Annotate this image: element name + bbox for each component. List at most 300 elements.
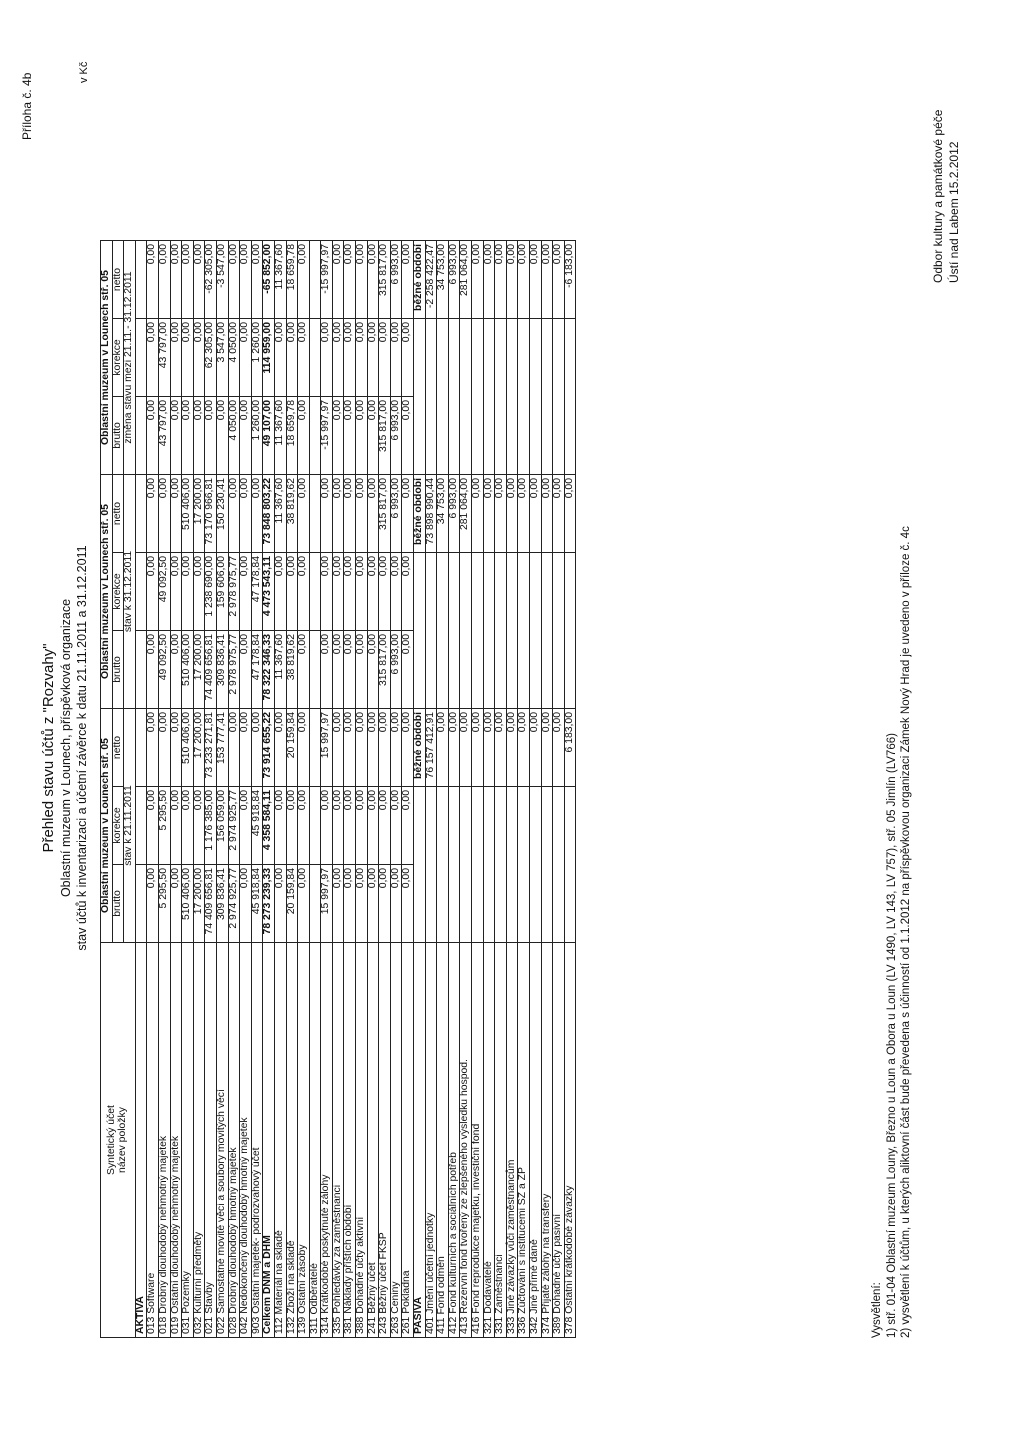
amount-cell: 15 997,97 bbox=[321, 865, 333, 943]
empty-cell bbox=[448, 787, 460, 943]
amount-cell: 0,00 bbox=[390, 865, 402, 943]
amount-cell: 0,00 bbox=[506, 475, 518, 553]
amount-cell: 0,00 bbox=[298, 631, 310, 709]
amount-cell bbox=[309, 397, 321, 475]
amount-cell: 74 409 656,81 bbox=[205, 865, 217, 943]
amount-cell: 3 547,00 bbox=[216, 319, 228, 397]
empty-cell bbox=[135, 475, 147, 553]
account-header-sublabel: název položky bbox=[116, 1107, 128, 1173]
amount-cell: 0,00 bbox=[553, 709, 565, 787]
amount-cell: 45 918,84 bbox=[251, 865, 263, 943]
amount-cell: 150 230,41 bbox=[216, 475, 228, 553]
amount-cell: 510 406,00 bbox=[182, 631, 194, 709]
section-label: AKTIVA bbox=[135, 943, 147, 1338]
amount-cell: 0,00 bbox=[240, 709, 252, 787]
amount-cell: 0,00 bbox=[298, 241, 310, 319]
brutto-header: brutto bbox=[112, 631, 124, 709]
table-row bbox=[274, 241, 286, 1338]
amount-cell: 0,00 bbox=[182, 787, 194, 865]
amount-cell bbox=[309, 475, 321, 553]
amount-cell: 0,00 bbox=[298, 475, 310, 553]
amount-cell: 2 978 975,77 bbox=[228, 553, 240, 631]
account-name: 389 Dohadné účty pasivní bbox=[553, 943, 565, 1338]
amount-cell: 0,00 bbox=[541, 475, 553, 553]
account-name: 022 Samostatné movité věci a soubory movitých věcí bbox=[216, 943, 228, 1338]
empty-cell bbox=[460, 553, 472, 709]
empty-cell bbox=[425, 553, 437, 709]
amount-cell: 38 819,62 bbox=[286, 631, 298, 709]
account-name: 413 Rezervní fond tvořený ze zlepšeného výsledku hospod. bbox=[460, 943, 472, 1338]
amount-cell: 281 064,00 bbox=[460, 241, 472, 319]
amount-cell: 0,00 bbox=[182, 319, 194, 397]
empty-cell bbox=[425, 787, 437, 943]
korekce-header: korekce bbox=[112, 787, 124, 865]
empty-cell bbox=[495, 553, 507, 709]
empty-cell bbox=[135, 241, 147, 319]
amount-cell: 0,00 bbox=[170, 319, 182, 397]
amount-cell: 5 295,50 bbox=[158, 865, 170, 943]
amount-cell: -15 997,97 bbox=[321, 241, 333, 319]
amount-cell: 0,00 bbox=[506, 241, 518, 319]
amount-cell: 0,00 bbox=[147, 241, 159, 319]
table-row bbox=[228, 241, 240, 1338]
amount-cell: 47 178,84 bbox=[251, 553, 263, 631]
amount-cell: 0,00 bbox=[367, 631, 379, 709]
empty-cell bbox=[135, 553, 147, 631]
balance-table bbox=[100, 240, 576, 1338]
amount-cell: 0,00 bbox=[321, 553, 333, 631]
group-header: Oblastní muzeum v Lounech stř. 05 bbox=[101, 709, 113, 943]
amount-cell bbox=[309, 241, 321, 319]
amount-cell: 0,00 bbox=[356, 241, 368, 319]
amount-cell: 0,00 bbox=[274, 787, 286, 865]
account-name: 378 Ostatní krátkodobé závazky bbox=[564, 943, 576, 1338]
amount-cell: 0,00 bbox=[344, 631, 356, 709]
empty-cell bbox=[553, 319, 565, 475]
table-row bbox=[425, 241, 437, 1338]
table-row bbox=[356, 241, 368, 1338]
amount-cell: 5 295,50 bbox=[158, 787, 170, 865]
empty-cell bbox=[437, 553, 449, 709]
amount-cell: 0,00 bbox=[298, 319, 310, 397]
table-row bbox=[205, 241, 217, 1338]
amount-cell: 0,00 bbox=[274, 319, 286, 397]
amount-cell: 0,00 bbox=[240, 865, 252, 943]
state-header: stav k 31.12.2011 bbox=[124, 475, 136, 709]
amount-cell: 315 817,00 bbox=[379, 631, 391, 709]
amount-cell: 0,00 bbox=[240, 475, 252, 553]
currency-label: v Kč bbox=[78, 61, 90, 83]
appendix-label: Příloha č. 4b bbox=[20, 72, 34, 140]
amount-cell: 0,00 bbox=[147, 709, 159, 787]
amount-cell: 0,00 bbox=[390, 787, 402, 865]
amount-cell: 0,00 bbox=[147, 631, 159, 709]
amount-cell: 1 260,00 bbox=[251, 397, 263, 475]
account-name: 112 Materiál na skladě bbox=[274, 943, 286, 1338]
empty-cell bbox=[135, 787, 147, 865]
table-row bbox=[518, 241, 530, 1338]
amount-cell: 510 406,00 bbox=[182, 475, 194, 553]
notes-block bbox=[870, 526, 914, 1338]
empty-cell bbox=[135, 631, 147, 709]
account-name: 314 Krátkodobé poskytnuté zálohy bbox=[321, 943, 333, 1338]
amount-cell: 0,00 bbox=[367, 709, 379, 787]
amount-cell: 0,00 bbox=[240, 319, 252, 397]
amount-cell: 0,00 bbox=[483, 709, 495, 787]
amount-cell: 0,00 bbox=[170, 709, 182, 787]
current-period-label: běžné období bbox=[414, 709, 426, 787]
empty-cell bbox=[529, 553, 541, 709]
amount-cell: 0,00 bbox=[448, 709, 460, 787]
amount-cell: 0,00 bbox=[158, 709, 170, 787]
amount-cell: 18 659,78 bbox=[286, 241, 298, 319]
amount-cell: 0,00 bbox=[356, 553, 368, 631]
amount-cell: 0,00 bbox=[495, 241, 507, 319]
table-row bbox=[460, 241, 472, 1338]
account-name: 018 Drobný dlouhodobý nehmotný majetek bbox=[158, 943, 170, 1338]
empty-cell bbox=[472, 787, 484, 943]
amount-cell: 0,00 bbox=[483, 475, 495, 553]
amount-cell: 0,00 bbox=[460, 709, 472, 787]
document-subtitle: Oblastní muzeum v Lounech, příspěvková organizace bbox=[59, 598, 73, 898]
empty-cell bbox=[564, 553, 576, 709]
amount-cell: 2 978 975,77 bbox=[228, 631, 240, 709]
empty-cell bbox=[425, 319, 437, 475]
empty-cell bbox=[553, 553, 565, 709]
amount-cell: 0,00 bbox=[193, 787, 205, 865]
balance-table-body bbox=[135, 241, 576, 1338]
amount-cell: 0,00 bbox=[518, 709, 530, 787]
amount-cell: 0,00 bbox=[367, 787, 379, 865]
table-row bbox=[298, 241, 310, 1338]
amount-cell: 78 273 239,33 bbox=[263, 865, 275, 943]
amount-cell: 0,00 bbox=[356, 397, 368, 475]
account-name: 401 Jmění účetní jednotky bbox=[425, 943, 437, 1338]
amount-cell: 0,00 bbox=[286, 319, 298, 397]
amount-cell: 2 974 925,77 bbox=[228, 787, 240, 865]
brutto-header: brutto bbox=[112, 865, 124, 943]
empty-cell bbox=[483, 787, 495, 943]
amount-cell: 20 159,84 bbox=[286, 865, 298, 943]
amount-cell: 0,00 bbox=[367, 865, 379, 943]
amount-cell: 0,00 bbox=[367, 397, 379, 475]
amount-cell: 11 367,60 bbox=[274, 397, 286, 475]
amount-cell: 17 200,00 bbox=[193, 475, 205, 553]
amount-cell: 34 753,00 bbox=[437, 241, 449, 319]
table-row bbox=[402, 241, 414, 1338]
section-pasiva-row bbox=[414, 241, 426, 1338]
empty-cell bbox=[564, 319, 576, 475]
account-name: 241 Běžný účet bbox=[367, 943, 379, 1338]
account-name: 412 Fond kulturních a sociálních potřeb bbox=[448, 943, 460, 1338]
amount-cell: 0,00 bbox=[529, 241, 541, 319]
amount-cell: 0,00 bbox=[344, 475, 356, 553]
account-name: 263 Ceniny bbox=[390, 943, 402, 1338]
table-row bbox=[170, 241, 182, 1338]
amount-cell: 0,00 bbox=[379, 865, 391, 943]
amount-cell: 0,00 bbox=[390, 553, 402, 631]
amount-cell: 159 606,00 bbox=[216, 553, 228, 631]
amount-cell: 49 092,50 bbox=[158, 553, 170, 631]
empty-cell bbox=[135, 319, 147, 397]
empty-cell bbox=[529, 319, 541, 475]
amount-cell: 73 170 966,81 bbox=[205, 475, 217, 553]
amount-cell: 0,00 bbox=[367, 475, 379, 553]
amount-cell: 17 200,00 bbox=[193, 631, 205, 709]
empty-cell bbox=[495, 787, 507, 943]
amount-cell: 43 797,00 bbox=[158, 397, 170, 475]
issuer-department: Odbor kultury a památkové péče bbox=[931, 109, 945, 283]
amount-cell: 18 659,78 bbox=[286, 397, 298, 475]
amount-cell: 0,00 bbox=[251, 709, 263, 787]
amount-cell: 0,00 bbox=[147, 397, 159, 475]
amount-cell: 0,00 bbox=[402, 475, 414, 553]
empty-cell bbox=[437, 319, 449, 475]
table-row bbox=[321, 241, 333, 1338]
state-header: změna stavu mezi 21.11.- 31.12.2011 bbox=[124, 241, 136, 475]
amount-cell: 0,00 bbox=[332, 631, 344, 709]
amount-cell: 4 050,00 bbox=[228, 319, 240, 397]
table-row bbox=[263, 241, 275, 1338]
amount-cell: 0,00 bbox=[529, 475, 541, 553]
amount-cell: 73 233 271,81 bbox=[205, 709, 217, 787]
amount-cell: 0,00 bbox=[356, 865, 368, 943]
amount-cell: 0,00 bbox=[518, 241, 530, 319]
amount-cell: 0,00 bbox=[344, 865, 356, 943]
table-row bbox=[251, 241, 263, 1338]
account-header-label: Syntetický účet bbox=[106, 1105, 118, 1175]
amount-cell: 0,00 bbox=[193, 319, 205, 397]
amount-cell: 0,00 bbox=[240, 553, 252, 631]
amount-cell: -62 305,00 bbox=[205, 241, 217, 319]
empty-cell bbox=[135, 397, 147, 475]
group-header: Oblastní muzeum v Lounech stř. 05 bbox=[101, 475, 113, 709]
account-name: 013 Software bbox=[147, 943, 159, 1338]
amount-cell: 281 064,00 bbox=[460, 475, 472, 553]
amount-cell: 0,00 bbox=[402, 787, 414, 865]
amount-cell: 0,00 bbox=[379, 787, 391, 865]
amount-cell: -65 852,00 bbox=[263, 241, 275, 319]
amount-cell: 0,00 bbox=[541, 241, 553, 319]
empty-cell bbox=[541, 319, 553, 475]
amount-cell: 4 473 543,11 bbox=[263, 553, 275, 631]
amount-cell: 315 817,00 bbox=[379, 475, 391, 553]
amount-cell: 6 993,00 bbox=[390, 241, 402, 319]
amount-cell: 0,00 bbox=[170, 475, 182, 553]
amount-cell: 0,00 bbox=[228, 475, 240, 553]
amount-cell: 0,00 bbox=[321, 631, 333, 709]
amount-cell: 0,00 bbox=[321, 475, 333, 553]
table-row bbox=[216, 241, 228, 1338]
account-name: 261 Pokladna bbox=[402, 943, 414, 1338]
empty-cell bbox=[448, 553, 460, 709]
account-name: 342 Jiné přímé daně bbox=[529, 943, 541, 1338]
account-name: 243 Běžný účet FKSP bbox=[379, 943, 391, 1338]
amount-cell: 0,00 bbox=[402, 631, 414, 709]
amount-cell bbox=[309, 319, 321, 397]
table-row bbox=[495, 241, 507, 1338]
empty-cell bbox=[541, 787, 553, 943]
amount-cell: 43 797,00 bbox=[158, 319, 170, 397]
empty-cell bbox=[518, 787, 530, 943]
amount-cell: 0,00 bbox=[298, 865, 310, 943]
amount-cell: 0,00 bbox=[367, 553, 379, 631]
amount-cell: 0,00 bbox=[402, 709, 414, 787]
amount-cell: 315 817,00 bbox=[379, 241, 391, 319]
amount-cell: 2 974 925,77 bbox=[228, 865, 240, 943]
amount-cell: 0,00 bbox=[193, 241, 205, 319]
document-subtitle-date: stav účtů k inventarizaci a účetní závěrce k datu 21.11.2011 a 31.12.2011 bbox=[75, 545, 89, 951]
notes-heading: Vysvětlení: bbox=[871, 1282, 883, 1338]
account-name: 331 Zaměstnanci bbox=[495, 943, 507, 1338]
amount-cell: 47 178,84 bbox=[251, 631, 263, 709]
amount-cell: 0,00 bbox=[274, 865, 286, 943]
amount-cell: 0,00 bbox=[251, 241, 263, 319]
brutto-header: brutto bbox=[112, 397, 124, 475]
amount-cell: 17 200,00 bbox=[193, 709, 205, 787]
table-row bbox=[390, 241, 402, 1338]
amount-cell: 0,00 bbox=[344, 787, 356, 865]
table-row bbox=[240, 241, 252, 1338]
account-column-header bbox=[101, 943, 136, 1338]
amount-cell: 15 997,97 bbox=[321, 709, 333, 787]
table-row bbox=[472, 241, 484, 1338]
empty-cell bbox=[506, 787, 518, 943]
korekce-header: korekce bbox=[112, 553, 124, 631]
amount-cell: 0,00 bbox=[356, 319, 368, 397]
table-row bbox=[193, 241, 205, 1338]
amount-cell: 0,00 bbox=[356, 787, 368, 865]
empty-cell bbox=[414, 553, 426, 709]
table-row bbox=[286, 241, 298, 1338]
amount-cell: 0,00 bbox=[379, 709, 391, 787]
amount-cell: 4 358 584,11 bbox=[263, 787, 275, 865]
table-row bbox=[379, 241, 391, 1338]
amount-cell bbox=[309, 787, 321, 865]
table-row bbox=[553, 241, 565, 1338]
amount-cell: 0,00 bbox=[402, 319, 414, 397]
table-row bbox=[529, 241, 541, 1338]
amount-cell: 0,00 bbox=[286, 553, 298, 631]
amount-cell: 0,00 bbox=[367, 241, 379, 319]
account-name: 336 Zúčtování s institucemi SZ a ZP bbox=[518, 943, 530, 1338]
amount-cell: 0,00 bbox=[251, 475, 263, 553]
amount-cell: 156 059,00 bbox=[216, 787, 228, 865]
amount-cell: 510 406,00 bbox=[182, 709, 194, 787]
amount-cell: 0,00 bbox=[356, 709, 368, 787]
amount-cell: 1 238 690,00 bbox=[205, 553, 217, 631]
amount-cell: 76 157 412,91 bbox=[425, 709, 437, 787]
empty-cell bbox=[483, 319, 495, 475]
empty-cell bbox=[472, 319, 484, 475]
amount-cell: 0,00 bbox=[402, 865, 414, 943]
amount-cell bbox=[309, 553, 321, 631]
account-name: 132 Zboží na skladě bbox=[286, 943, 298, 1338]
amount-cell: 73 848 803,22 bbox=[263, 475, 275, 553]
amount-cell: 0,00 bbox=[170, 553, 182, 631]
amount-cell: 6 993,00 bbox=[448, 241, 460, 319]
amount-cell: 0,00 bbox=[240, 241, 252, 319]
group-header: Oblastní muzeum v Lounech stř. 05 bbox=[101, 241, 113, 475]
amount-cell: 6 993,00 bbox=[448, 475, 460, 553]
amount-cell: 0,00 bbox=[472, 709, 484, 787]
amount-cell: 0,00 bbox=[379, 553, 391, 631]
document-title: Přehled stavu účtů z "Rozvahy" bbox=[40, 643, 57, 853]
amount-cell: 0,00 bbox=[344, 241, 356, 319]
account-name: 032 Kulturní předměty bbox=[193, 943, 205, 1338]
amount-cell: 4 050,00 bbox=[228, 397, 240, 475]
amount-cell: 0,00 bbox=[274, 709, 286, 787]
empty-cell bbox=[472, 553, 484, 709]
amount-cell: -15 997,97 bbox=[321, 397, 333, 475]
amount-cell: 0,00 bbox=[332, 475, 344, 553]
amount-cell: 0,00 bbox=[379, 319, 391, 397]
empty-cell bbox=[518, 319, 530, 475]
amount-cell: 153 777,41 bbox=[216, 709, 228, 787]
amount-cell: 0,00 bbox=[286, 787, 298, 865]
netto-header: netto bbox=[112, 241, 124, 319]
amount-cell: 0,00 bbox=[158, 475, 170, 553]
amount-cell: -6 183,00 bbox=[564, 241, 576, 319]
table-row bbox=[367, 241, 379, 1338]
amount-cell: 0,00 bbox=[274, 553, 286, 631]
amount-cell: 0,00 bbox=[437, 709, 449, 787]
amount-cell bbox=[309, 631, 321, 709]
empty-cell bbox=[135, 865, 147, 943]
amount-cell: 0,00 bbox=[402, 553, 414, 631]
empty-cell bbox=[414, 319, 426, 475]
amount-cell: 0,00 bbox=[182, 241, 194, 319]
amount-cell: 0,00 bbox=[216, 397, 228, 475]
amount-cell: 0,00 bbox=[356, 631, 368, 709]
table-row bbox=[147, 241, 159, 1338]
account-name: 416 Fond reprodukce majetku, investiční fond bbox=[472, 943, 484, 1338]
amount-cell: 20 159,84 bbox=[286, 709, 298, 787]
account-name: Celkem DNM a DHM bbox=[263, 943, 275, 1338]
empty-cell bbox=[437, 787, 449, 943]
amount-cell: 0,00 bbox=[402, 241, 414, 319]
amount-cell bbox=[309, 865, 321, 943]
amount-cell: 0,00 bbox=[553, 475, 565, 553]
empty-cell bbox=[448, 319, 460, 475]
state-header: stav k 21.11.2011 bbox=[124, 709, 136, 943]
amount-cell: 0,00 bbox=[402, 397, 414, 475]
amount-cell: 11 367,60 bbox=[274, 631, 286, 709]
empty-cell bbox=[135, 709, 147, 787]
amount-cell: 0,00 bbox=[332, 865, 344, 943]
note-2: 2) vysvětlení k účtům, u kterých aliktovní část bude převedena s účinností od 1.1.2012 na příspěvkovou organizaci Zámek Nový Hrad je uvedeno v příloze č. 4c bbox=[900, 526, 912, 1338]
amount-cell: 0,00 bbox=[170, 865, 182, 943]
empty-cell bbox=[460, 319, 472, 475]
account-name: 321 Dodavatelé bbox=[483, 943, 495, 1338]
table-row bbox=[483, 241, 495, 1338]
amount-cell: 0,00 bbox=[147, 553, 159, 631]
amount-cell: 1 176 385,00 bbox=[205, 787, 217, 865]
account-name: 019 Ostatní dlouhodobý nehmotný majetek bbox=[170, 943, 182, 1338]
amount-cell: 0,00 bbox=[332, 319, 344, 397]
account-name: 139 Ostatní zásoby bbox=[298, 943, 310, 1338]
amount-cell: 0,00 bbox=[158, 241, 170, 319]
account-name: 042 Nedokončený dlouhodobý hmotný majetek bbox=[240, 943, 252, 1338]
amount-cell: 6 993,00 bbox=[390, 631, 402, 709]
empty-cell bbox=[506, 553, 518, 709]
account-name: 903 Ostatní majetek- podrozvahový účet bbox=[251, 943, 263, 1338]
amount-cell: 0,00 bbox=[332, 709, 344, 787]
amount-cell: 0,00 bbox=[182, 553, 194, 631]
amount-cell: 0,00 bbox=[170, 631, 182, 709]
amount-cell: 1 260,00 bbox=[251, 319, 263, 397]
account-name: 333 Jiné závazky vůči zaměstnancům bbox=[506, 943, 518, 1338]
